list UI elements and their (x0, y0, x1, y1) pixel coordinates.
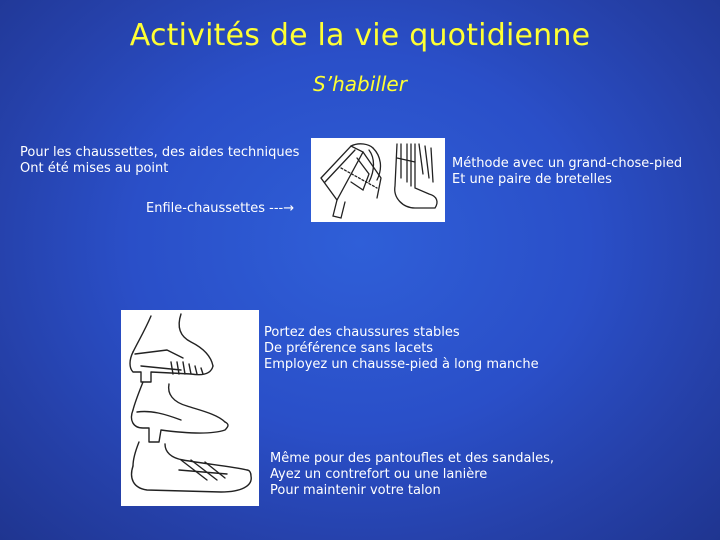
aids-text (20, 145, 299, 177)
method-text-line: Méthode avec un grand-chose-pied (452, 156, 683, 171)
shoes-text-line: De préférence sans lacets (264, 341, 434, 356)
slide-title: Activités de la vie quotidienne (129, 18, 591, 53)
aids-text-line: Ont été mises au point (20, 161, 169, 176)
slippers-text (270, 451, 554, 499)
slippers-text-line: Pour maintenir votre talon (270, 483, 441, 498)
shoes-text-line: Portez des chaussures stables (264, 325, 460, 340)
method-text-line: Et une paire de bretelles (452, 172, 612, 187)
slippers-text-line: Ayez un contrefort ou une lanière (270, 467, 488, 482)
aids-text-line: Pour les chaussettes, des aides techniques (20, 145, 300, 160)
sock-aid-label-line: Enfile-chaussettes ---→ (146, 201, 295, 216)
shoes-text-line: Employez un chausse-pied à long manche (264, 357, 539, 372)
sock-aid-label (146, 201, 294, 217)
method-text (452, 156, 682, 188)
sock-aid-illustration (311, 138, 445, 222)
slippers-text-line: Même pour des pantoufles et des sandales, (270, 451, 555, 466)
shoes-text (264, 325, 539, 373)
shoes-drawing (121, 310, 259, 506)
slide-subtitle: S’habiller (313, 72, 407, 96)
shoes-illustration (121, 310, 259, 506)
sock-aid-drawing (311, 138, 445, 222)
